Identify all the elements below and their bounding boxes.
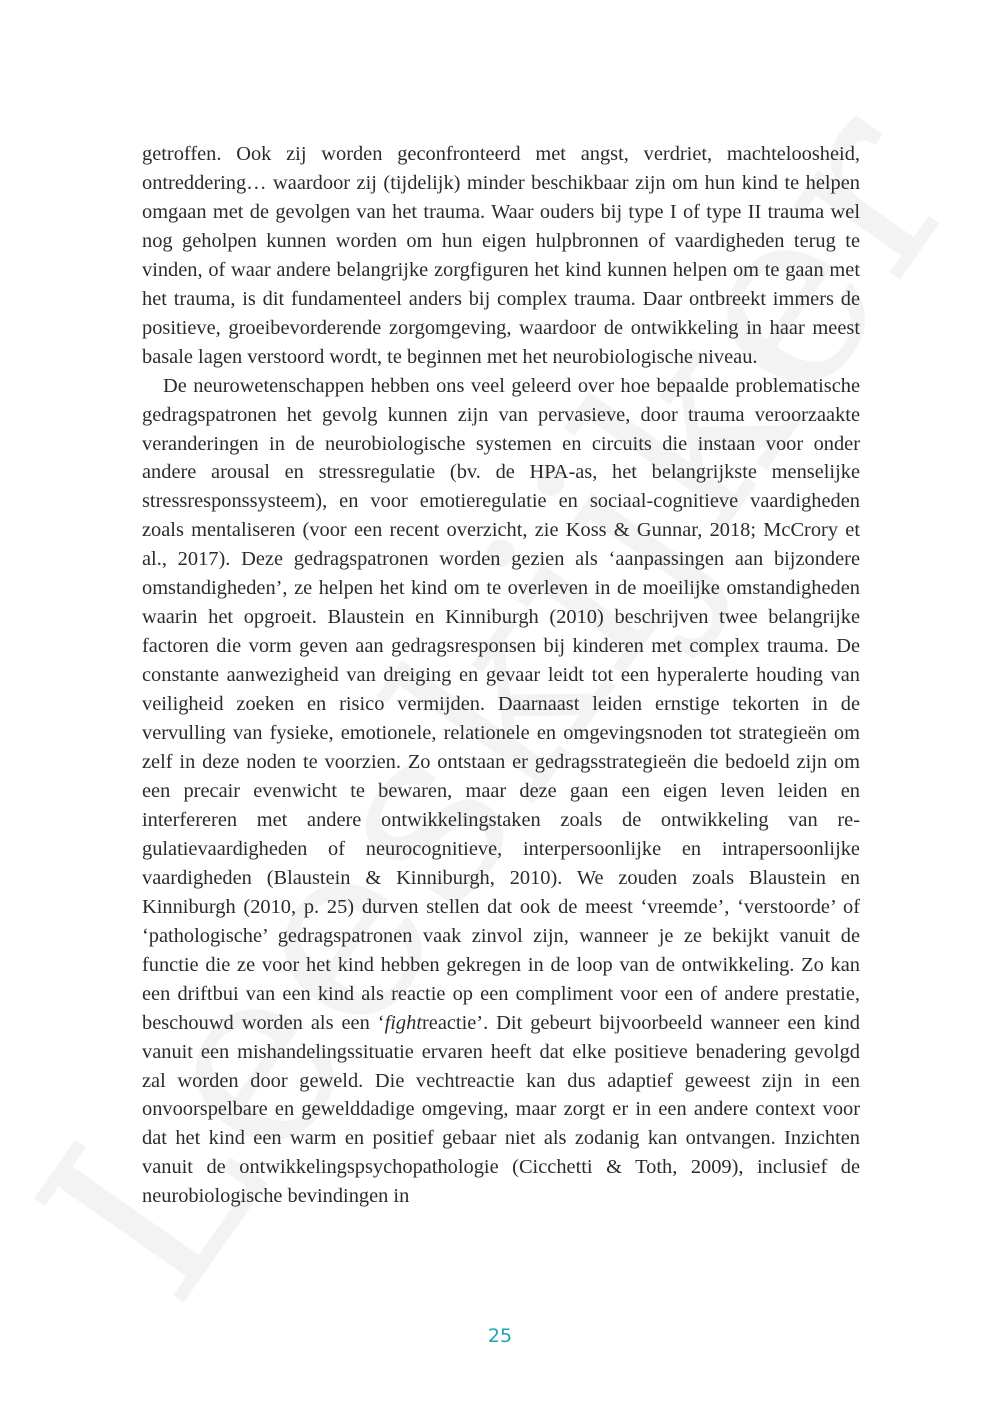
paragraph [142,372,860,1212]
page-number: 25 [487,1325,513,1347]
paragraph-text: De neurowetenschappen hebben ons veel geleerd over hoe bepaalde problematische gedragspatronen het gevolg kunnen zijn van pervasieve, door trauma veroorzaakte veranderingen in de neurobiologische systemen en circuits die instaan voor onder andere arousal en stressregulatie (bv. de HPA-as, het belangrijkste menselijke stressresponssysteem), en voor emotieregulatie en sociaal-cognitieve vaardigheden zoals mentaliseren (voor een recent overzicht, zie Koss & Gunnar, 2018; McCrory et al., 2017). Deze gedragspatronen worden gezien als ‘aanpassingen aan bijzondere omstandigheden’, ze helpen het kind om te overleven in de moeilijke omstandigheden waarin het opgroeit. Blaustein en Kinniburgh (2010) beschrijven twee belangrijke factoren die vorm geven aan gedragsresponsen bij kinderen met complex trauma. De constante aanwezigheid van dreiging en gevaar leidt tot een hyperalerte houding van veiligheid zoeken en risico vermijden. Daarnaast leiden ernstige tekorten in de vervulling van fysieke, emotionele, relationele en omgevingsnoden tot strategieën om zelf in deze noden te voorzien. Zo ontstaan er gedragsstrategieën die bedoeld zijn om een precair evenwicht te bewaren, maar deze gaan een eigen leven leiden en interfereren met andere ontwikkelingstaken zoals de ontwikkeling van regulatievaardigheden of neurocognitieve, interpersoonlijke en intrapersoonlijke vaardigheden (Blaustein & Kinniburgh, 2010). We zouden zoals Blaustein en Kinniburgh (2010, p. 25) durven stellen dat ook de meest ‘vreemde’, ‘verstoorde’ of ‘pathologische’ gedragspatronen vaak zinvol zijn, wanneer je ze bekijkt vanuit de functie die ze voor het kind hebben gekregen in de loop van de ontwikkeling. Zo kan een driftbui van een kind als reactie op een compliment voor een of andere prestatie, beschouwd worden als een ‘ [142,374,860,1034]
paragraph-text-tail: reactie’. Dit gebeurt bijvoorbeeld wanneer een kind vanuit een mishandelingssituatie ervaren heeft dat elke positieve benadering gevolgd zal worden door geweld. Die vechtreactie kan dus adaptief geweest zijn in een onvoorspelbare en gewelddadige omgeving, maar zorgt er in een andere context voor dat het kind een warm en positief gebaar niet als zodanig kan ontvangen. Inzichten vanuit de ontwikkelingspsychopathologie (Cicchetti & Toth, 2009), inclusief de neurobiologische bevindingen in [142,1011,860,1208]
italic-term: fight [384,1011,422,1034]
paragraph: getroffen. Ook zij worden geconfronteerd met angst, verdriet, machteloosheid, ontreddering… waardoor zij (tijdelijk) minder beschikbaar zijn om hun kind te helpen omgaan met de gevolgen van het trauma. Waar ouders bij type I of type II trauma wel nog geholpen kunnen worden om hun eigen hulpbronnen of vaardigheden terug te vinden, of waar andere belangrijke zorgfiguren het kind kunnen helpen om te gaan met het trauma, is dit fundamenteel anders bij complex trauma. Daar ontbreekt immers de positieve, groeibevorderende zorgomgeving, waardoor de ontwikkeling in haar meest basale lagen verstoord wordt, te beginnen met het neurobiologische niveau. [142,143,860,368]
body-text [142,140,860,1211]
